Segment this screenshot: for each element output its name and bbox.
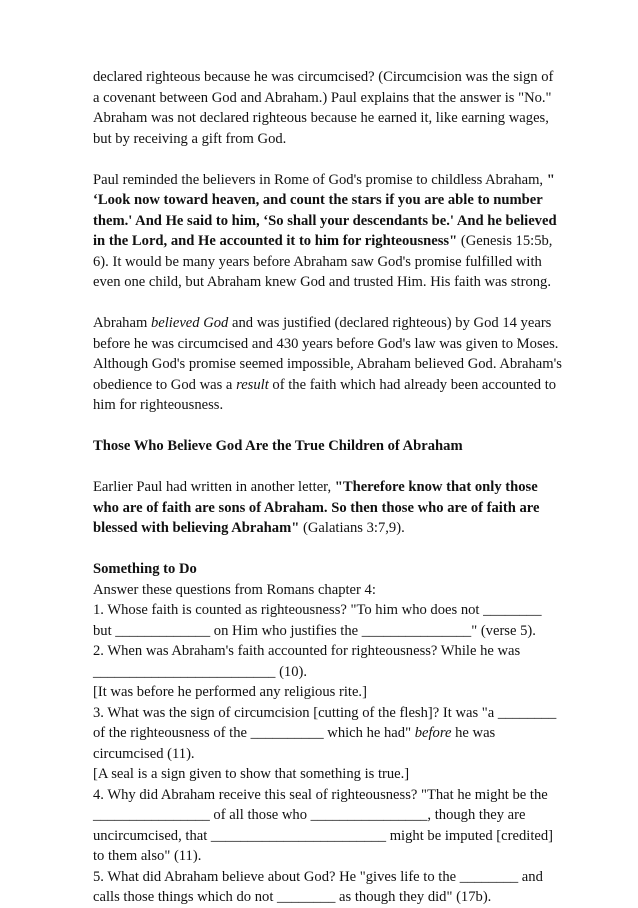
promise-rest: (Genesis 15:5b, 6). It would be many years before Abraham saw God's promise fulfilled with even one child, but Abraham knew God and trusted Him. His faith was strong. xyxy=(93,233,553,290)
question-5: 5. What did Abraham believe about God? He "gives life to the ________ and calls those things which do not ________ as though they did" (17b). xyxy=(93,868,543,905)
genesis-quote: " ‘Look now toward heaven, and count the stars if you are able to number them.' And He said to him, ‘So shall your descendants be.' And he believed in the Lord, and He accounted it to him for righteousness" xyxy=(93,171,557,249)
justified-part2: and was justified (declared righteous) by God 14 years before he was circumcised and 430 years before God's law was given to Moses. Although God's promise seemed impossible, Abraham believed God. Abraham's obedience to God was a xyxy=(93,315,562,393)
question-3 xyxy=(93,703,563,765)
paragraph-circumcision: declared righteous because he was circumcised? (Circumcision was the sign of a covenant between God and Abraham.) Paul explains that the answer is "No." Abraham was not declared righteous because he earned it, like earning wages, but by receiving a gift from God. xyxy=(93,69,554,147)
justified-part1: Abraham xyxy=(93,315,151,331)
justified-part3: of the faith which had already been accounted to him for righteousness. xyxy=(93,376,557,413)
galatians-rest: (Galatians 3:7,9). xyxy=(299,520,405,536)
galatians-intro: Earlier Paul had written in another letter, xyxy=(93,479,335,495)
question-3-note: [A seal is a sign given to show that something is true.] xyxy=(93,766,410,782)
heading-something-to-do-text: Something to Do xyxy=(93,561,197,577)
section-heading-something-to-do xyxy=(93,559,563,580)
promise-intro: Paul reminded the believers in Rome of God's promise to childless Abraham, xyxy=(93,171,547,188)
believed-god-emphasis: believed God xyxy=(150,315,229,331)
paragraph-promise xyxy=(93,170,563,293)
question-2: 2. When was Abraham's faith accounted for righteousness? While he was _________________________ (10). xyxy=(93,643,521,680)
question-3-part2: he was circumcised (11). xyxy=(93,725,496,762)
galatians-quote: "Therefore know that only those who are of faith are sons of Abraham. So then those who are of faith are blessed with believing Abraham" xyxy=(93,479,540,536)
result-emphasis: result xyxy=(236,376,269,393)
heading-true-children-text: Those Who Believe God Are the True Children of Abraham xyxy=(93,438,463,454)
question-2-note: [It was before he performed any religious rite.] xyxy=(93,684,367,700)
document-page xyxy=(93,67,563,908)
question-3-part1: 3. What was the sign of circumcision [cutting of the flesh]? It was "a ________ of the righteousness of the __________ which he had" xyxy=(93,704,557,741)
question-1: 1. Whose faith is counted as righteousness? "To him who does not ________ but _____________ on Him who justifies the _______________" (verse 5). xyxy=(93,602,542,639)
paragraph-justified xyxy=(93,313,563,416)
section-heading-true-children xyxy=(93,436,563,457)
instructions: Answer these questions from Romans chapter 4: xyxy=(93,581,376,598)
paragraph-galatians xyxy=(93,477,563,539)
question-4: 4. Why did Abraham receive this seal of righteousness? "That he might be the ________________ of all those who ________________, though they are uncircumcised, that ________________________ might be imputed [credited] to them also" (11). xyxy=(93,786,554,864)
before-emphasis: before xyxy=(414,725,452,741)
